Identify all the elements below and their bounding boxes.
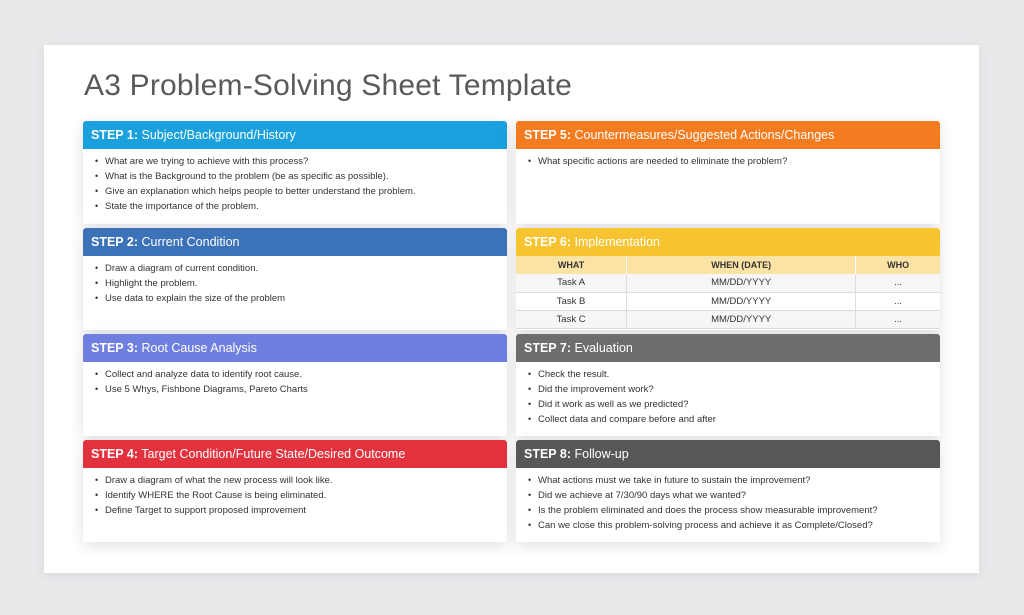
list-item: • Define Target to support proposed improvement [95, 503, 497, 518]
step-5-number: STEP 5: [524, 128, 572, 142]
step-4-number: STEP 4: [91, 447, 139, 461]
step-5-card [516, 121, 940, 224]
list-item: • Collect data and compare before and after [528, 412, 930, 427]
step-4-title: Target Condition/Future State/Desired Outcome [141, 447, 406, 461]
list-item: • State the importance of the problem. [95, 199, 497, 214]
table-cell: MM/DD/YYYY [627, 274, 856, 292]
list-item: • What is the Background to the problem (be as specific as possible). [95, 169, 497, 184]
list-item: • Check the result. [528, 367, 930, 382]
list-item: • Use data to explain the size of the problem [95, 291, 497, 306]
step-3-header [83, 334, 507, 362]
list-item: • What actions must we take in future to sustain the improvement? [528, 473, 930, 488]
list-item: • Draw a diagram of what the new process will look like. [95, 473, 497, 488]
slide [44, 45, 979, 573]
list-item: • Draw a diagram of current condition. [95, 261, 497, 276]
step-5-title: Countermeasures/Suggested Actions/Changes [574, 128, 835, 142]
step-8-number: STEP 8: [524, 447, 572, 461]
list-item: • Highlight the problem. [95, 276, 497, 291]
step-3-number: STEP 3: [91, 341, 139, 355]
step-7-title: Evaluation [574, 341, 633, 355]
table-cell: Task B [516, 292, 627, 310]
step-2-card [83, 228, 507, 330]
step-2-number: STEP 2: [91, 235, 139, 249]
list-item: • Did we achieve at 7/30/90 days what we wanted? [528, 488, 930, 503]
table-row [516, 292, 940, 310]
implementation-table [516, 256, 940, 329]
step-1-card [83, 121, 507, 224]
step-3-card [83, 334, 507, 436]
table-cell: ... [856, 274, 940, 292]
list-item: • Can we close this problem-solving process and achieve it as Complete/Closed? [528, 518, 930, 533]
step-4-header [83, 440, 507, 468]
table-cell: ... [856, 292, 940, 310]
list-item: • What specific actions are needed to eliminate the problem? [528, 154, 930, 169]
step-6-number: STEP 6: [524, 235, 572, 249]
step-2-title: Current Condition [141, 235, 240, 249]
list-item: • Is the problem eliminated and does the process show measurable improvement? [528, 503, 930, 518]
step-6-card [516, 228, 940, 330]
column-header-what: WHAT [516, 256, 627, 274]
table-cell: Task A [516, 274, 627, 292]
step-8-card [516, 440, 940, 542]
list-item: • Use 5 Whys, Fishbone Diagrams, Pareto Charts [95, 382, 497, 397]
step-8-header [516, 440, 940, 468]
list-item: • Collect and analyze data to identify root cause. [95, 367, 497, 382]
list-item: • Did the improvement work? [528, 382, 930, 397]
step-4-card [83, 440, 507, 542]
list-item: • Did it work as well as we predicted? [528, 397, 930, 412]
step-6-header [516, 228, 940, 256]
step-8-title: Follow-up [574, 447, 629, 461]
step-7-header [516, 334, 940, 362]
table-cell: ... [856, 310, 940, 328]
step-1-number: STEP 1: [91, 128, 139, 142]
step-6-title: Implementation [574, 235, 660, 249]
step-7-number: STEP 7: [524, 341, 572, 355]
table-row [516, 274, 940, 292]
list-item: • What are we trying to achieve with this process? [95, 154, 497, 169]
table-cell: MM/DD/YYYY [627, 292, 856, 310]
table-row [516, 310, 940, 328]
step-2-header [83, 228, 507, 256]
step-1-title: Subject/Background/History [141, 128, 296, 142]
column-header-when: WHEN (DATE) [627, 256, 856, 274]
step-3-title: Root Cause Analysis [141, 341, 257, 355]
page-title: A3 Problem-Solving Sheet Template [84, 69, 572, 102]
list-item: • Identify WHERE the Root Cause is being eliminated. [95, 488, 497, 503]
step-7-card [516, 334, 940, 436]
table-cell: Task C [516, 310, 627, 328]
column-header-who: WHO [856, 256, 940, 274]
list-item: • Give an explanation which helps people to better understand the problem. [95, 184, 497, 199]
table-cell: MM/DD/YYYY [627, 310, 856, 328]
step-5-header [516, 121, 940, 149]
step-1-header [83, 121, 507, 149]
